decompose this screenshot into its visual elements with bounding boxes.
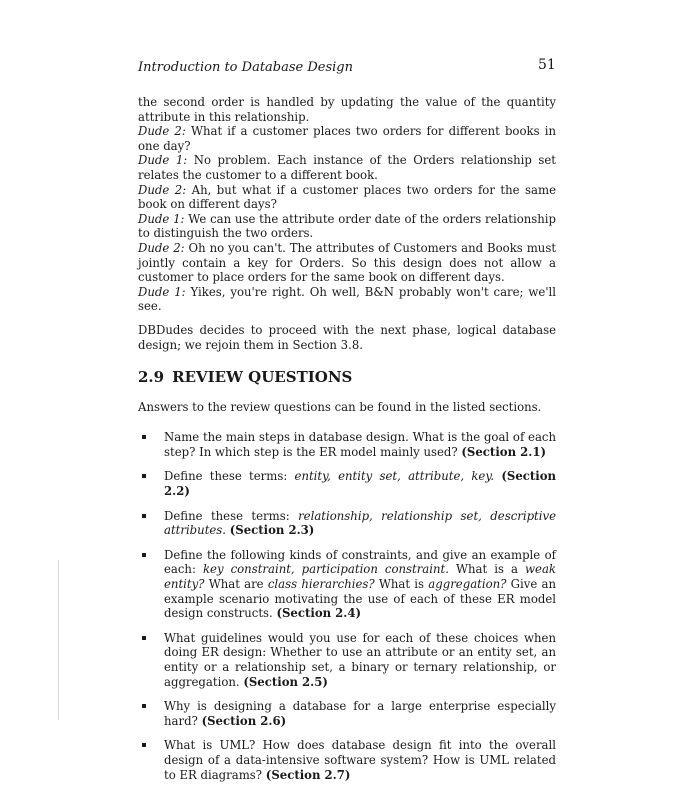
section-ref: (Section 2.1) — [461, 444, 546, 459]
question-text: Define these terms: — [164, 469, 288, 484]
question-terms: key constraint, participation constraint. — [202, 562, 449, 577]
line-text: We can use the attribute order date of the orders relationship to distinguish the two orders. — [138, 211, 556, 241]
line-text: Yikes, you're right. Oh well, B&N probably won't care; we'll see. — [138, 284, 557, 314]
speaker: Dude 2: — [138, 182, 187, 197]
list-item — [138, 430, 556, 459]
question-terms: aggregation? — [428, 577, 507, 592]
speaker: Dude 1: — [138, 211, 185, 226]
line-text: Ah, but what if a customer places two orders for the same book on different days? — [138, 182, 556, 212]
list-item — [138, 699, 556, 728]
question-text: What guidelines would you use for each of these choices when doing ER design: Whether to use an attribute or an entity set, an entity or a relationship set, a binary or ternary relationship, or aggregation. — [164, 630, 556, 689]
list-item — [138, 509, 556, 538]
question-text: Give an example scenario motivating the use of each of these ER model design constructs. — [164, 577, 556, 621]
question-text: Why is designing a database for a large enterprise especially hard? — [164, 699, 556, 728]
dialogue-line — [138, 153, 556, 182]
dialogue-line — [138, 241, 556, 285]
line-text: No problem. Each instance of the Orders relationship set relates the customer to a different book. — [138, 153, 556, 182]
section-heading — [138, 370, 556, 385]
line-text: Oh no you can't. The attributes of Customers and Books must jointly contain a key for Orders. So this design does not allow a customer to place orders for the same book on different days. — [138, 240, 557, 285]
page-number: 51 — [538, 57, 556, 73]
bullet-icon — [142, 553, 146, 557]
question-terms: class hierarchies? — [267, 577, 375, 592]
section-ref: (Section 2.4) — [276, 606, 362, 621]
bullet-icon — [142, 743, 146, 747]
dialogue-line — [138, 124, 556, 153]
bullet-icon — [142, 435, 146, 439]
question-terms: relationship, relationship set, descriptive attributes. — [164, 508, 557, 538]
question-terms: weak entity? — [164, 562, 557, 592]
question-text: What is UML? How does database design fit into the overall design of a data-intensive software system? How is UML related to ER diagrams? — [164, 738, 556, 782]
section-number: 2.9 — [138, 368, 165, 387]
speaker: Dude 1: — [138, 284, 186, 299]
list-item — [138, 738, 556, 782]
question-text: Name the main steps in database design. What is the goal of each step? In which step is the ER model mainly used? — [164, 430, 556, 459]
scan-margin-mark — [58, 560, 59, 720]
running-header-title: Introduction to Database Design — [138, 60, 354, 75]
section-ref: (Section 2.5) — [243, 674, 328, 689]
question-text: What is a — [456, 562, 518, 577]
speaker: Dude 1: — [138, 153, 188, 168]
list-item — [138, 631, 556, 689]
section-title: REVIEW QUESTIONS — [172, 368, 353, 387]
dialogue-intro: the second order is handled by updating the value of the quantity attribute in this relationship. — [138, 95, 556, 124]
question-terms: entity, entity set, attribute, key. — [294, 469, 495, 484]
section-ref: (Section 2.7) — [265, 767, 351, 782]
question-text: What is — [378, 577, 425, 592]
speaker: Dude 2: — [138, 240, 185, 255]
dialogue-line — [138, 183, 556, 212]
section-ref: (Section 2.6) — [201, 713, 287, 728]
answers-note: Answers to the review questions can be found in the listed sections. — [138, 399, 542, 414]
section-ref: (Section 2.2) — [164, 469, 557, 499]
dialogue-line — [138, 212, 556, 241]
bullet-icon — [142, 474, 146, 478]
closing-paragraph: DBDudes decides to proceed with the next phase, logical database design; we rejoin them in Section 3.8. — [138, 322, 556, 352]
list-item — [138, 469, 556, 498]
page-body — [138, 95, 556, 792]
bullet-icon — [142, 704, 146, 708]
dialogue-line — [138, 285, 556, 314]
bullet-icon — [142, 636, 146, 640]
question-text: What are — [208, 577, 264, 592]
question-text: Define these terms: — [164, 508, 290, 523]
speaker: Dude 2: — [138, 124, 186, 139]
review-questions-list — [138, 430, 556, 782]
line-text: What if a customer places two orders for different books in one day? — [138, 124, 556, 153]
section-ref: (Section 2.3) — [229, 523, 315, 538]
list-item — [138, 548, 556, 621]
bullet-icon — [142, 514, 146, 518]
question-text: Define the following kinds of constraints, and give an example of each: — [164, 547, 556, 577]
